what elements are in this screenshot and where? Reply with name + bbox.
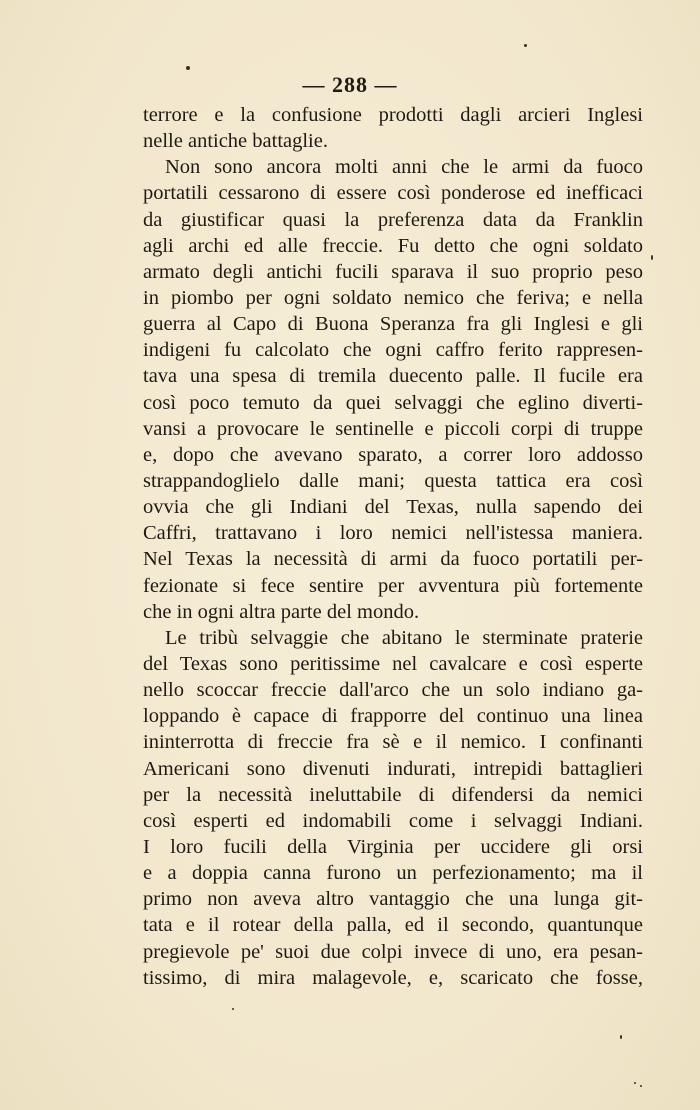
text-line: Non sono ancora molti anni che le armi da fuoco [165, 156, 643, 179]
paper-speck [186, 66, 190, 70]
text-line: terrore e la confusione prodotti dagli arcieri Inglesi [143, 104, 643, 126]
text-line: portatili cessarono di essere così ponderose ed inefficaci [143, 182, 643, 205]
paper-speck [651, 255, 653, 260]
paper-speck [640, 1085, 642, 1087]
text-line: Nel Texas la necessità di armi da fuoco portatili per- [143, 548, 643, 571]
text-line: e, dopo che avevano sparato, a correr loro addosso [143, 443, 643, 466]
text-line: strappandoglielo dalle mani; questa tattica era così [143, 469, 643, 492]
text-line: così poco temuto da quei selvaggi che eglino diverti- [143, 391, 643, 414]
paper-speck [524, 44, 527, 47]
paper-speck [634, 1082, 636, 1084]
page-number: — 288 — [302, 72, 398, 97]
text-line: in piombo per ogni soldato nemico che feriva; e nella [143, 286, 643, 309]
text-line: pregievole pe' suoi due colpi invece di uno, era pesan- [143, 940, 643, 963]
text-line: Le tribù selvaggie che abitano le sterminate praterie [165, 626, 643, 649]
text-line: ininterrotta di freccie fra sè e il nemico. I confinanti [143, 731, 643, 754]
text-line: tissimo, di mira malagevole, e, scaricato che fosse, [143, 966, 643, 989]
text-line: che in ogni altra parte del mondo. [143, 600, 420, 623]
text-line: tava una spesa di tremila duecento palle. Il fucile era [143, 365, 643, 388]
paper-speck [232, 1008, 234, 1010]
text-line: del Texas sono peritissime nel cavalcare e così esperte [143, 652, 643, 675]
text-line: Caffri, trattavano i loro nemici nell'istessa maniera. [143, 522, 643, 545]
text-line: armato degli antichi fucili sparava il suo proprio peso [143, 260, 643, 283]
text-line: loppando è capace di frapporre del continuo una linea [143, 705, 643, 728]
text-line: fezionate si fece sentire per avventura più fortemente [143, 574, 643, 597]
text-line: e a doppia canna furono un perfezionamento; ma il [143, 862, 643, 885]
body-text [143, 102, 643, 991]
text-line: per la necessità ineluttabile di difendersi da nemici [143, 783, 643, 806]
text-line: Americani sono divenuti indurati, intrepidi battaglieri [143, 757, 643, 780]
paper-speck [620, 1035, 622, 1039]
text-line: guerra al Capo di Buona Speranza fra gli Inglesi e gli [143, 313, 643, 336]
text-line: da giustificar quasi la preferenza data da Franklin [143, 208, 643, 231]
text-line: primo non aveva altro vantaggio che una lunga git- [143, 888, 643, 911]
text-line: tata e il rotear della palla, ed il secondo, quantunque [143, 914, 643, 937]
text-line: così esperti ed indomabili come i selvaggi Indiani. [143, 809, 643, 832]
text-line: I loro fucili della Virginia per uccidere gli orsi [143, 835, 643, 858]
text-line: ovvia che gli Indiani del Texas, nulla sapendo dei [143, 496, 643, 519]
text-line: nello scoccar freccie dall'arco che un solo indiano ga- [143, 679, 643, 702]
text-line: indigeni fu calcolato che ogni caffro ferito rappresen- [143, 339, 643, 362]
text-line: nelle antiche battaglie. [143, 130, 328, 153]
text-line: vansi a provocare le sentinelle e piccoli corpi di truppe [143, 417, 643, 440]
text-line: agli archi ed alle freccie. Fu detto che ogni soldato [143, 234, 643, 257]
